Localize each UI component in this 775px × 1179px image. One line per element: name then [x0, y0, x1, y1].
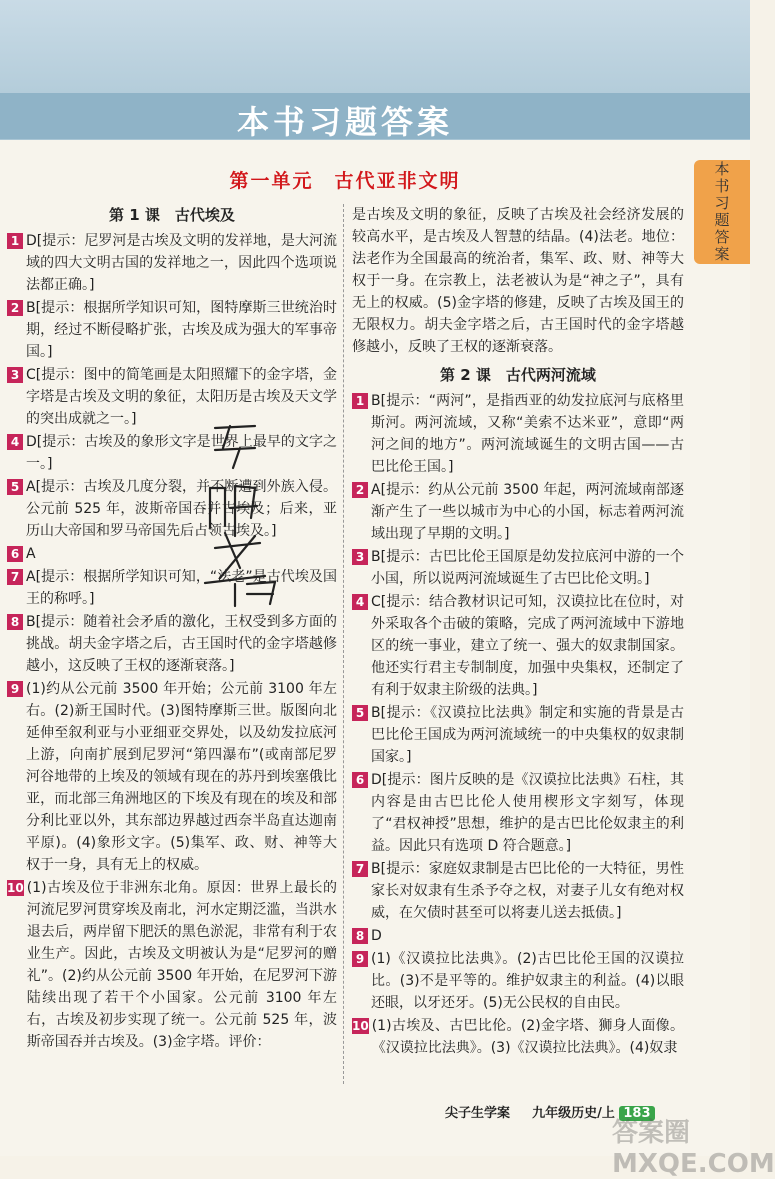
question-number-badge: 4	[7, 434, 23, 450]
answer-text: (1)约从公元前 3500 年开始；公元前 3100 年左右。(2)新王国时代。(3)图特摩斯三世。版图向北延伸至叙利亚与小亚细亚交界处，以及幼发拉底河上游，向南扩展到尼罗河“第四瀑布”(或南部尼罗河谷地带的上埃及的领域有现在的苏丹到埃塞俄比亚，而北部三角洲地区的下埃及有现在的埃及和部分利比亚以外，其东部边界越过西奈半岛直达迦南平原)。(4)象形文字。(5)集军、政、财、神等大权于一身，具有无上的权威。	[26, 681, 337, 873]
lesson-2-title: 第 2 课 古代两河流域	[440, 366, 596, 384]
answer-item	[352, 546, 684, 590]
answer-text: D	[371, 928, 382, 944]
question-number-badge: 10	[7, 881, 24, 895]
answer-item	[352, 948, 684, 1014]
answer-text: B[提示：古巴比伦王国原是幼发拉底河中游的一个小国，所以说两河流域诞生了古巴比伦文明。]	[371, 549, 684, 587]
answer-text: D[提示：尼罗河是古埃及文明的发祥地，是大河流域的四大文明古国的发祥地之一，因此四个选项说法都正确。]	[26, 233, 337, 293]
answer-item	[352, 925, 684, 947]
question-number-badge: 9	[352, 951, 368, 967]
side-tab: 本书习题答案	[694, 160, 750, 264]
answer-text: B[提示：家庭奴隶制是古巴比伦的一大特征，男性家长对奴隶有生杀予夺之权，对妻子儿女有绝对权威，在欠债时甚至可以将妻儿送去抵债。]	[371, 861, 684, 921]
answer-item	[352, 769, 684, 857]
answer-item	[7, 678, 337, 876]
answer-item	[352, 1015, 684, 1059]
question-number-badge: 4	[352, 594, 368, 610]
handwritten-signature	[185, 408, 295, 608]
answer-text: B[提示：根据所学知识可知，图特摩斯三世统治时期，经过不断侵略扩张，古埃及成为强大的军事帝国。]	[26, 300, 337, 360]
question-number-badge: 7	[7, 569, 23, 585]
answer-text: A	[26, 546, 36, 562]
answer-item	[7, 611, 337, 677]
question-number-badge: 8	[352, 928, 368, 944]
page-number: 183	[619, 1106, 654, 1121]
answer-text: A[提示：约从公元前 3500 年起，两河流域南部逐渐产生了一些以城市为中心的小国，标志着两河流域出现了早期的文明。]	[371, 482, 684, 542]
answer-item	[352, 390, 684, 478]
answer-text: B[提示：随着社会矛盾的激化，王权受到多方面的挑战。胡夫金字塔之后，古王国时代的金字塔越修越小，这反映了王权的逐渐衰落。]	[26, 614, 337, 674]
footer-brand: 尖子生学案	[445, 1106, 511, 1121]
answer-item	[7, 297, 337, 363]
answer-text: (1)古埃及位于非洲东北角。原因：世界上最长的河流尼罗河贯穿埃及南北，河水定期泛滥，当洪水退去后，两岸留下肥沃的黑色淤泥，非常有利于农业生产。因此，古埃及文明被认为是“尼罗河的赠礼”。(2)约从公元前 3500 年开始，在尼罗河下游陆续出现了若干个小国家。公元前 3100 年左右，古埃及初步实现了统一。公元前 525 年，波斯帝国吞并古埃及。(3)金字塔。评价：	[26, 880, 337, 1050]
question-number-badge: 5	[7, 479, 23, 495]
page-title: 本书习题答案	[236, 103, 453, 141]
answer-text: (1)古埃及、古巴比伦。(2)金字塔、狮身人面像。《汉谟拉比法典》。(3)《汉谟拉比法典》。(4)奴隶	[371, 1018, 684, 1056]
answer-item	[7, 877, 337, 1053]
lesson-1-title: 第 1 课 古代埃及	[109, 206, 235, 224]
footer-grade: 九年级历史/上	[532, 1106, 615, 1121]
answer-text: B[提示：《汉谟拉比法典》制定和实施的背景是古巴比伦王国成为两河流域统一的中央集权的奴隶制国家。]	[371, 705, 684, 765]
column-divider	[343, 204, 344, 1084]
question-number-badge: 9	[7, 681, 23, 697]
answer-text: A[提示：根据所学知识可知，“法老”是古代埃及国王的称呼。]	[26, 569, 337, 607]
answer-text: (1)《汉谟拉比法典》。(2)古巴比伦王国的汉谟拉比。(3)不是平等的。维护奴隶主的利益。(4)以眼还眼，以牙还牙。(5)无公民权的自由民。	[371, 951, 684, 1011]
question-number-badge: 6	[7, 546, 23, 562]
lesson-1-continuation: 是古埃及文明的象征，反映了古埃及社会经济发展的较高水平，是古埃及人智慧的结晶。(4)法老。地位：法老作为全国最高的统治者，集军、政、财、神等大权于一身。在宗教上，法老被认为是“神之子”，具有无上的权威。(5)金字塔的修建，反映了古埃及国王的无限权力。胡夫金字塔之后，古王国时代的金字塔越修越小，反映了王权的逐渐衰落。	[352, 207, 684, 355]
question-number-badge: 5	[352, 705, 368, 721]
watermark: 答案圈 MXQE.COM	[612, 1118, 775, 1179]
left-column	[7, 204, 337, 1054]
answer-item	[352, 858, 684, 924]
answer-text: D[提示：图片反映的是《汉谟拉比法典》石柱，其内容是由古巴比伦人使用楔形文字刻写，体现了“君权神授”思想，维护的是古巴比伦奴隶主的利益。因此只有选项 D 符合题意。]	[371, 772, 684, 854]
unit-title: 第一单元 古代亚非文明	[229, 170, 461, 192]
answer-item	[352, 479, 684, 545]
lesson-2-answers	[352, 390, 684, 1059]
lesson-1-answers	[7, 230, 337, 1053]
question-number-badge: 1	[7, 233, 23, 249]
question-number-badge: 8	[7, 614, 23, 630]
answer-text: C[提示：结合教材识记可知，汉谟拉比在位时，对外采取各个击破的策略，完成了两河流域中下游地区的统一事业，建立了统一、强大的奴隶制国家。他还实行君主专制制度，加强中央集权，还制定了有利于奴隶主阶级的法典。]	[371, 594, 684, 698]
question-number-badge: 1	[352, 393, 368, 409]
answer-text: A[提示：古埃及几度分裂，并不断遭到外族入侵。公元前 525 年，波斯帝国吞并古埃及；后来，亚历山大帝国和罗马帝国先后占领古埃及。]	[26, 479, 337, 539]
answer-text: D[提示：古埃及的象形文字是世界上最早的文字之一。]	[26, 434, 337, 472]
question-number-badge: 10	[352, 1019, 369, 1033]
question-number-badge: 2	[352, 482, 368, 498]
question-number-badge: 2	[7, 300, 23, 316]
answer-text: C[提示：图中的简笔画是太阳照耀下的金字塔，金字塔是古埃及文明的象征，太阳历是古埃及天文学的突出成就之一。]	[26, 367, 337, 427]
answer-text: B[提示：“两河”，是指西亚的幼发拉底河与底格里斯河。两河流域，又称“美索不达米亚”，意即“两河之间的地方”。两河流域诞生的文明古国——古巴比伦王国。]	[371, 393, 684, 475]
question-number-badge: 3	[7, 367, 23, 383]
question-number-badge: 7	[352, 861, 368, 877]
answer-item	[352, 591, 684, 701]
right-column	[352, 204, 684, 1060]
answer-item	[7, 230, 337, 296]
answer-item	[352, 702, 684, 768]
question-number-badge: 6	[352, 772, 368, 788]
question-number-badge: 3	[352, 549, 368, 565]
